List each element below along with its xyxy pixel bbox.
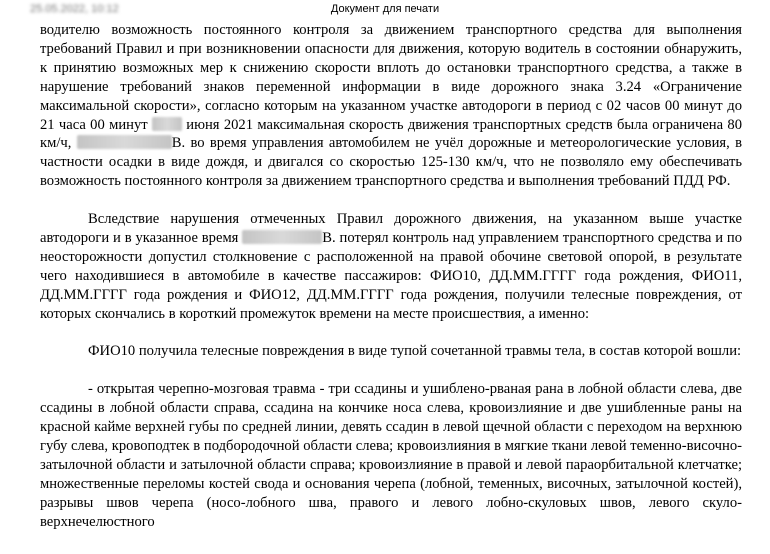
- paragraph-1-text-c: В. во время управления автомобилем не учёл дорожные и метеорологические условия, в частности осадки в виде дождя, и двигался со скоростью 125-130 км/ч, что не позволяло ему обеспечивать возможность постоянного контроля за движением транспортного средства и выполнения требований ПДД РФ.: [40, 135, 742, 190]
- paragraph-2: [40, 210, 742, 323]
- paragraph-2-text-a: Вследствие нарушения отмеченных Правил дорожного движения, на указанном выше участке автодороги и в указанное время: [40, 211, 742, 246]
- paragraph-4: - открытая черепно-мозговая травма - три ссадины и ушиблено-рваная рана в лобной области слева, две ссадины в лобной области справа, ссадина на кончике носа слева, кровоизлияние и две ушибленные раны на красной кайме верхней губы по средней линии, девять ссадин в левой щечной области с переходом на верхнюю губу слева, кровоподтек в подбородочной области слева; кровоизлияния в мягкие ткани левой теменно-височно-затылочной области и затылочной области справа; кровоизлияние в правой и левой параорбитальной клетчатке; множественные переломы костей свода и основания черепа (лобной, теменных, височных, затылочной костей), разрывы швов черепа (носо-лобного шва, правого и левого лобно-скуловых швов, левого скуло-верхнечелюстного: [40, 381, 742, 530]
- document-body: [40, 21, 742, 531]
- paragraph-3: ФИО10 получила телесные повреждения в виде тупой сочетанной травмы тела, в состав которой вошли:: [88, 343, 742, 360]
- paragraph-2-text-b: В. потерял контроль над управлением транспортного средства и по неосторожности допустил столкновение с расположенной на правой обочине световой опорой, в результате чего находившиеся в автомобиле в качестве пассажиров: ФИО10, ДД.ММ.ГГГГ года рождения, ФИО11, ДД.ММ.ГГГГ года рождения и ФИО12, ДД.ММ.ГГГГ года рождения, получили телесные повреждения, от которых скончались в короткий промежуток времени на месте происшествия, а именно:: [40, 229, 743, 322]
- redacted-date: [152, 117, 182, 131]
- paragraph-1: [40, 21, 742, 191]
- redacted-name: [77, 135, 172, 149]
- print-date: 25.05.2022, 10:12: [30, 3, 119, 15]
- paragraph-1-text-a: водителю возможность постоянного контроля за движением транспортного средства для выполнения требований Правил и при возникновении опасности для движения, которую водитель в состоянии обнаружить, к принятию возможных мер к снижению скорости вплоть до остановки транспортного средства, а также в нарушение требований знаков переменной информации в виде дорожного знака 3.24 «Ограничение максимальной скорости», согласно которым на указанном участке автодороги в период с 02 часов 00 минут до 21 часа 00 минут: [40, 22, 742, 133]
- redacted-name: [242, 230, 322, 244]
- print-header: [0, 0, 770, 18]
- document-title: Документ для печати: [330, 3, 440, 15]
- paragraph-1-text-b: июня 2021 максимальная скорость движения транспортных средств была ограничена 80 км/ч,: [40, 116, 742, 152]
